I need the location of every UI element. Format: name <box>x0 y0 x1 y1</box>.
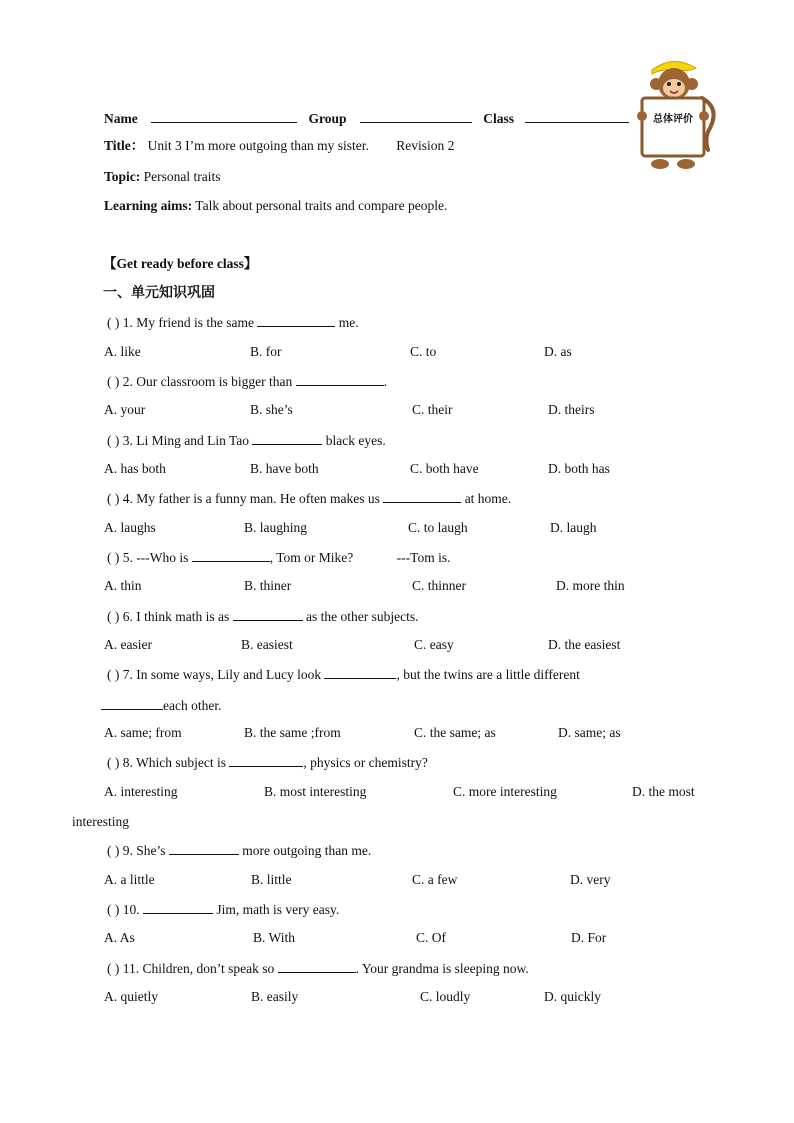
option-c[interactable]: C. a few <box>412 872 458 887</box>
question-7-continued: each other. <box>101 696 221 715</box>
option-d[interactable]: D. the most <box>632 784 695 799</box>
option-b[interactable]: B. easily <box>251 989 299 1004</box>
question-5: ( ) 5. ---Who is , Tom or Mike? ---Tom is. <box>107 550 451 565</box>
option-c[interactable]: C. more interesting <box>453 784 557 799</box>
topic-value: Personal traits <box>143 169 221 184</box>
option-b[interactable]: B. With <box>253 930 295 945</box>
question-7: ( ) 7. In some ways, Lily and Lucy look , but the twins are a little different <box>107 667 580 682</box>
option-b[interactable]: B. thiner <box>244 578 292 593</box>
aims-row <box>104 197 447 215</box>
answer-blank[interactable] <box>383 489 461 503</box>
option-a[interactable]: A. a little <box>104 872 155 887</box>
question-1: ( ) 1. My friend is the same me. <box>107 315 359 330</box>
option-a[interactable]: A. As <box>104 930 135 945</box>
section-subheading: 一、单元知识巩固 <box>103 285 215 301</box>
name-blank[interactable] <box>151 109 297 123</box>
option-b[interactable]: B. she’s <box>250 402 293 417</box>
option-a[interactable]: A. quietly <box>104 989 158 1004</box>
title-value: Unit 3 I’m more outgoing than my sister. <box>147 138 369 153</box>
option-a[interactable]: A. easier <box>104 637 152 652</box>
answer-blank[interactable] <box>252 431 322 445</box>
answer-blank[interactable] <box>233 607 303 621</box>
option-c[interactable]: C. thinner <box>412 578 466 593</box>
option-d-wrap: interesting <box>72 814 129 829</box>
option-c[interactable]: C. Of <box>416 930 446 945</box>
name-row <box>104 109 634 128</box>
answer-blank[interactable] <box>296 372 384 386</box>
option-d[interactable]: D. the easiest <box>548 637 621 652</box>
option-c[interactable]: C. their <box>412 402 453 417</box>
option-a[interactable]: A. thin <box>104 578 142 593</box>
option-d[interactable]: D. quickly <box>544 989 601 1004</box>
group-blank[interactable] <box>360 109 472 123</box>
question-2: ( ) 2. Our classroom is bigger than . <box>107 374 387 389</box>
topic-row <box>104 168 221 186</box>
group-label: Group <box>308 111 347 126</box>
revision-text: Revision 2 <box>396 138 455 153</box>
class-blank[interactable] <box>525 109 629 123</box>
option-d[interactable]: D. same; as <box>558 725 621 740</box>
question-9: ( ) 9. She’s more outgoing than me. <box>107 843 372 858</box>
section-heading: 【Get ready before class】 <box>103 256 258 271</box>
name-label: Name <box>104 111 138 126</box>
option-d[interactable]: D. theirs <box>548 402 595 417</box>
answer-blank[interactable] <box>229 753 303 767</box>
option-b[interactable]: B. laughing <box>244 520 307 535</box>
question-10: ( ) 10. Jim, math is very easy. <box>107 902 340 917</box>
option-a[interactable]: A. your <box>104 402 146 417</box>
title-label: Title： <box>104 138 145 153</box>
option-a[interactable]: A. laughs <box>104 520 156 535</box>
answer-blank[interactable] <box>101 696 163 710</box>
option-c[interactable]: C. to <box>410 344 437 359</box>
option-d[interactable]: D. both has <box>548 461 610 476</box>
class-label: Class <box>483 111 515 126</box>
option-d[interactable]: D. as <box>544 344 572 359</box>
answer-blank[interactable] <box>143 900 213 914</box>
answer-blank[interactable] <box>278 959 356 973</box>
question-3: ( ) 3. Li Ming and Lin Tao black eyes. <box>107 433 386 448</box>
answer-blank[interactable] <box>257 313 335 327</box>
question-6: ( ) 6. I think math is as as the other subjects. <box>107 609 419 624</box>
option-c[interactable]: C. easy <box>414 637 454 652</box>
option-d[interactable]: D. more thin <box>556 578 625 593</box>
question-11: ( ) 11. Children, don’t speak so . Your grandma is sleeping now. <box>107 961 529 976</box>
answer-blank[interactable] <box>324 665 396 679</box>
option-c[interactable]: C. loudly <box>420 989 471 1004</box>
option-b[interactable]: B. have both <box>250 461 319 476</box>
question-4: ( ) 4. My father is a funny man. He often makes us at home. <box>107 491 512 506</box>
option-c[interactable]: C. the same; as <box>414 725 496 740</box>
topic-label: Topic: <box>104 169 141 184</box>
option-b[interactable]: B. for <box>250 344 282 359</box>
option-c[interactable]: C. both have <box>410 461 479 476</box>
option-b[interactable]: B. the same ;from <box>244 725 341 740</box>
aims-label: Learning aims: <box>104 198 193 213</box>
option-d[interactable]: D. laugh <box>550 520 597 535</box>
title-row <box>104 137 454 155</box>
option-a[interactable]: A. same; from <box>104 725 182 740</box>
option-c[interactable]: C. to laugh <box>408 520 468 535</box>
option-a[interactable]: A. interesting <box>104 784 178 799</box>
badge-text: 总体评价 <box>653 114 693 125</box>
option-a[interactable]: A. like <box>104 344 141 359</box>
option-a[interactable]: A. has both <box>104 461 166 476</box>
question-8: ( ) 8. Which subject is , physics or chemistry? <box>107 755 428 770</box>
option-d[interactable]: D. For <box>571 930 607 945</box>
option-b[interactable]: B. most interesting <box>264 784 367 799</box>
option-b[interactable]: B. little <box>251 872 292 887</box>
aims-value: Talk about personal traits and compare people. <box>195 198 448 213</box>
answer-blank[interactable] <box>192 548 270 562</box>
option-d[interactable]: D. very <box>570 872 611 887</box>
answer-blank[interactable] <box>169 841 239 855</box>
option-b[interactable]: B. easiest <box>241 637 293 652</box>
